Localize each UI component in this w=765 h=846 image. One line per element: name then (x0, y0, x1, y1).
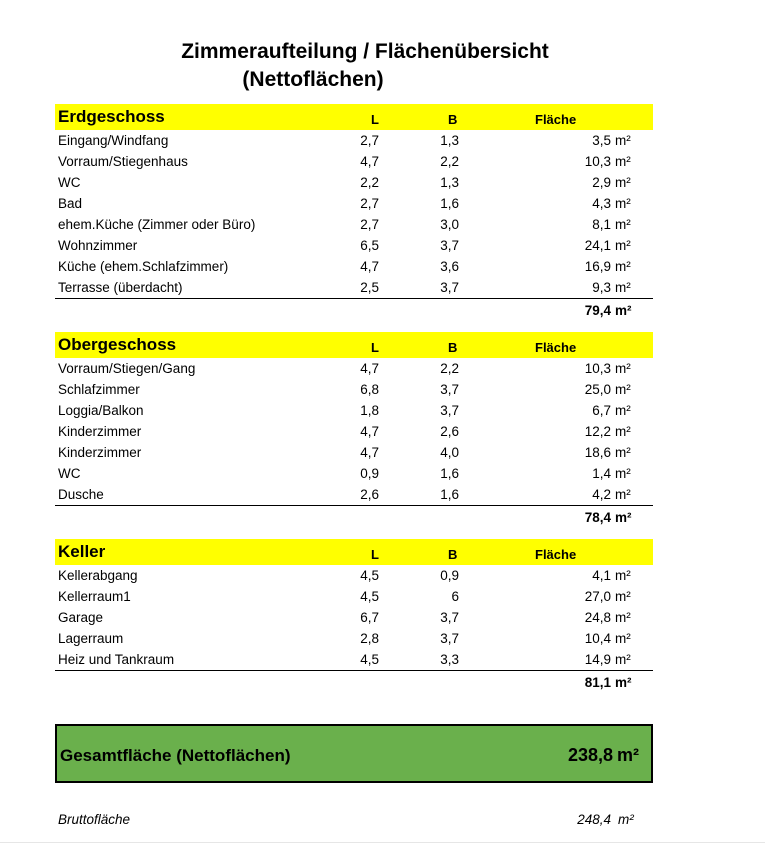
room-width: 3,7 (440, 631, 459, 646)
room-width: 1,6 (440, 466, 459, 481)
col-header-b: B (448, 340, 458, 355)
col-header-b: B (448, 547, 458, 562)
gross-area-value: 248,4 (577, 812, 611, 827)
table-row (55, 442, 653, 463)
table-row (55, 172, 653, 193)
gross-area-unit: m² (618, 812, 634, 827)
room-name: WC (58, 466, 81, 481)
section-title: Erdgeschoss (58, 107, 165, 126)
room-name: Wohnzimmer (58, 238, 138, 253)
table-row (55, 586, 653, 607)
room-name: Garage (58, 610, 104, 625)
area-unit: m² (615, 280, 631, 295)
section-header (55, 104, 653, 130)
room-width: 2,2 (440, 361, 459, 376)
room-area: 18,6 (584, 445, 611, 460)
table-row (55, 256, 653, 277)
room-name: Kellerraum1 (58, 589, 131, 604)
room-area: 8,1 (592, 217, 611, 232)
col-header-l: L (371, 112, 379, 127)
room-area: 9,3 (592, 280, 611, 295)
room-name: Kinderzimmer (58, 445, 142, 460)
room-length: 4,7 (360, 361, 379, 376)
section-sum-value: 79,4 (584, 303, 611, 318)
room-name: Kellerabgang (58, 568, 138, 583)
area-unit: m² (615, 259, 631, 274)
room-name: Schlafzimmer (58, 382, 140, 397)
section-sum-unit: m² (615, 510, 632, 525)
room-width: 3,7 (440, 280, 459, 295)
room-name: Dusche (58, 487, 104, 502)
room-length: 6,5 (360, 238, 379, 253)
table-row (55, 484, 653, 505)
col-header-area: Fläche (535, 340, 577, 355)
room-length: 6,8 (360, 382, 379, 397)
table-row (55, 130, 653, 151)
col-header-l: L (371, 340, 379, 355)
room-name: Eingang/Windfang (58, 133, 169, 148)
table-row (55, 358, 653, 379)
room-area: 24,1 (584, 238, 611, 253)
room-length: 2,7 (360, 217, 379, 232)
room-width: 0,9 (440, 568, 459, 583)
total-area-label: Gesamtfläche (Nettoflächen) (60, 746, 291, 765)
room-area: 6,7 (592, 403, 611, 418)
section-keller (55, 539, 653, 693)
room-width: 3,7 (440, 403, 459, 418)
total-area-unit: m² (617, 745, 639, 765)
area-unit: m² (615, 154, 631, 169)
table-row (55, 193, 653, 214)
col-header-area: Fläche (535, 112, 577, 127)
room-length: 2,7 (360, 133, 379, 148)
room-name: Vorraum/Stiegenhaus (58, 154, 188, 169)
room-name: Lagerraum (58, 631, 124, 646)
room-length: 4,5 (360, 568, 379, 583)
room-length: 4,7 (360, 424, 379, 439)
room-width: 6 (451, 589, 459, 604)
table-row (55, 565, 653, 586)
room-area: 4,2 (592, 487, 611, 502)
area-unit: m² (615, 133, 631, 148)
col-header-b: B (448, 112, 458, 127)
gross-area-label: Bruttofläche (58, 812, 131, 827)
section-header (55, 332, 653, 358)
col-header-area: Fläche (535, 547, 577, 562)
room-length: 4,5 (360, 652, 379, 667)
room-area: 1,4 (592, 466, 611, 481)
room-width: 3,7 (440, 382, 459, 397)
table-row (55, 151, 653, 172)
area-unit: m² (615, 631, 631, 646)
area-unit: m² (615, 466, 631, 481)
area-unit: m² (615, 445, 631, 460)
area-unit: m² (615, 361, 631, 376)
area-unit: m² (615, 217, 631, 232)
table-row (55, 649, 653, 670)
section-sum-unit: m² (615, 303, 632, 318)
total-area-value: 238,8 (567, 745, 613, 765)
room-width: 4,0 (440, 445, 459, 460)
room-area: 16,9 (584, 259, 611, 274)
room-width: 3,0 (440, 217, 459, 232)
room-name: Vorraum/Stiegen/Gang (58, 361, 196, 376)
room-name: Kinderzimmer (58, 424, 142, 439)
room-width: 1,6 (440, 196, 459, 211)
area-unit: m² (615, 652, 631, 667)
room-length: 2,8 (360, 631, 379, 646)
area-unit: m² (615, 403, 631, 418)
section-sum-row (55, 299, 653, 321)
room-length: 6,7 (360, 610, 379, 625)
room-width: 2,2 (440, 154, 459, 169)
area-unit: m² (615, 589, 631, 604)
table-row (55, 235, 653, 256)
area-unit: m² (615, 175, 631, 190)
room-area: 25,0 (584, 382, 611, 397)
room-length: 4,7 (360, 445, 379, 460)
section-sum-row (55, 506, 653, 528)
section-erdgeschoss (55, 104, 653, 321)
room-area: 2,9 (592, 175, 611, 190)
table-row (55, 379, 653, 400)
page-bottom-divider (0, 842, 765, 843)
room-area: 14,9 (584, 652, 611, 667)
room-width: 3,7 (440, 610, 459, 625)
section-sum-unit: m² (615, 675, 632, 690)
area-unit: m² (615, 487, 631, 502)
room-width: 1,6 (440, 487, 459, 502)
section-title: Obergeschoss (58, 335, 177, 354)
room-area: 27,0 (584, 589, 611, 604)
area-unit: m² (615, 424, 631, 439)
room-name: Terrasse (überdacht) (58, 280, 183, 295)
col-header-l: L (371, 547, 379, 562)
room-area: 12,2 (584, 424, 611, 439)
room-width: 2,6 (440, 424, 459, 439)
room-name: Küche (ehem.Schlafzimmer) (58, 259, 229, 274)
room-width: 3,6 (440, 259, 459, 274)
table-row (55, 421, 653, 442)
room-length: 2,7 (360, 196, 379, 211)
table-row (55, 400, 653, 421)
page-subtitle: (Nettoflächen) (242, 68, 384, 91)
table-row (55, 628, 653, 649)
room-width: 3,7 (440, 238, 459, 253)
section-sum-row (55, 671, 653, 693)
room-name: Heiz und Tankraum (58, 652, 175, 667)
room-area: 3,5 (592, 133, 611, 148)
room-area: 10,3 (584, 154, 611, 169)
room-name: WC (58, 175, 81, 190)
area-unit: m² (615, 238, 631, 253)
room-area: 4,1 (592, 568, 611, 583)
room-area: 10,3 (584, 361, 611, 376)
section-obergeschoss (55, 332, 653, 528)
room-length: 2,6 (360, 487, 379, 502)
table-row (55, 607, 653, 628)
room-name: ehem.Küche (Zimmer oder Büro) (58, 217, 256, 232)
room-width: 1,3 (440, 175, 459, 190)
room-width: 1,3 (440, 133, 459, 148)
room-length: 2,2 (360, 175, 379, 190)
total-area-box (55, 724, 653, 783)
room-area: 10,4 (584, 631, 611, 646)
section-sum-value: 78,4 (584, 510, 611, 525)
room-width: 3,3 (440, 652, 459, 667)
table-row (55, 463, 653, 484)
table-row (55, 214, 653, 235)
section-header (55, 539, 653, 565)
room-length: 0,9 (360, 466, 379, 481)
room-length: 4,7 (360, 259, 379, 274)
room-length: 4,7 (360, 154, 379, 169)
page-title: Zimmeraufteilung / Flächenübersicht (181, 40, 549, 63)
section-sum-value: 81,1 (584, 675, 611, 690)
table-row (55, 277, 653, 298)
room-length: 2,5 (360, 280, 379, 295)
area-unit: m² (615, 610, 631, 625)
area-unit: m² (615, 382, 631, 397)
room-length: 4,5 (360, 589, 379, 604)
room-area: 4,3 (592, 196, 611, 211)
section-title: Keller (58, 542, 106, 561)
area-unit: m² (615, 196, 631, 211)
room-length: 1,8 (360, 403, 379, 418)
room-name: Bad (58, 196, 83, 211)
room-area: 24,8 (584, 610, 611, 625)
area-unit: m² (615, 568, 631, 583)
room-name: Loggia/Balkon (58, 403, 144, 418)
